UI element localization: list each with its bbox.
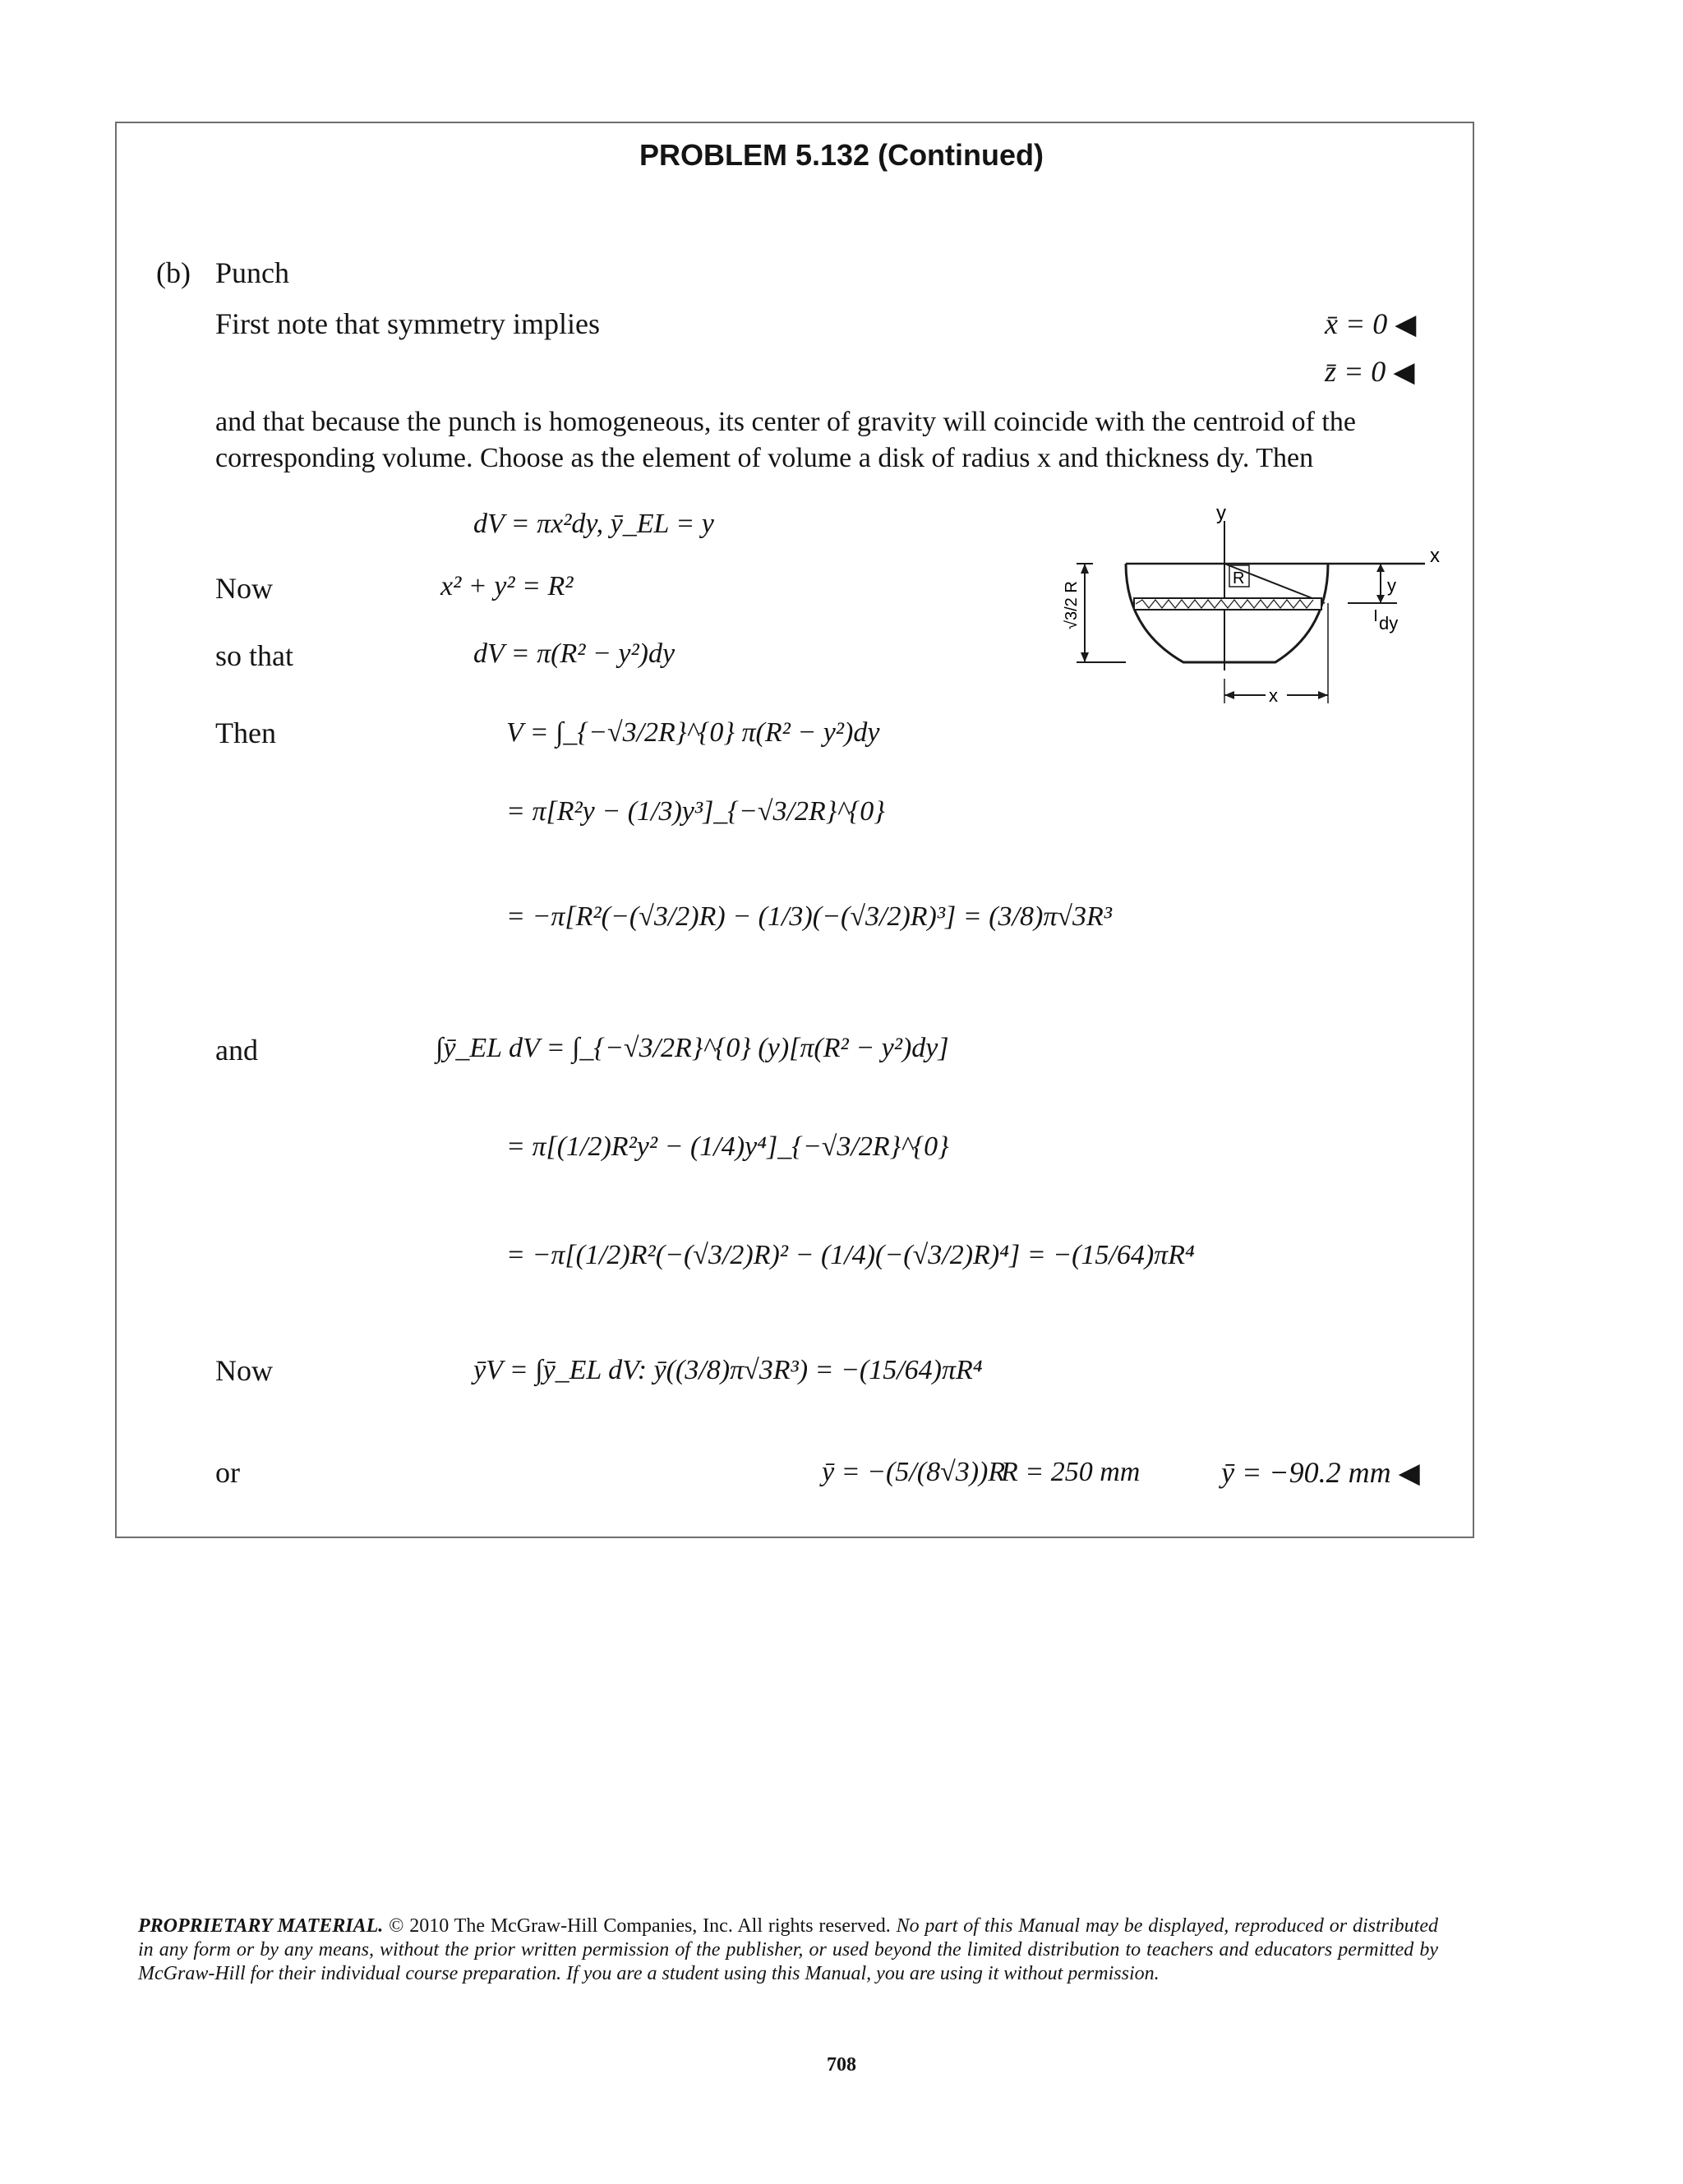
eq-v1: V = ∫_{−√3/2R}^{0} π(R² − y²)dy bbox=[506, 717, 880, 748]
eq-dv2: dV = π(R² − y²)dy bbox=[473, 638, 676, 669]
diagram-y-dim: y bbox=[1387, 575, 1396, 596]
page-number: 708 bbox=[827, 2054, 856, 2076]
label-or: or bbox=[215, 1456, 240, 1489]
footer-italic: No part of this Manual may be displayed, reproduced or distributed in any form or by any means, without the prior written permission of the publisher, or used beyond the limited distribution to teachers and educators permitted by McGraw-Hill for their individual course preparation. If you are a student using this Manual, you are using it without permission. bbox=[138, 1915, 1438, 1984]
footer-bold: PROPRIETARY MATERIAL. bbox=[138, 1915, 384, 1937]
eq-or-formula: ȳ = −(5/(8√3))R bbox=[822, 1457, 1006, 1487]
copyright-footer bbox=[138, 1914, 1438, 1986]
final-answer: ȳ = −90.2 mm ◀ bbox=[1221, 1456, 1420, 1489]
footer-normal: © 2010 The McGraw-Hill Companies, Inc. All rights reserved. bbox=[383, 1915, 897, 1937]
part-label: (b) bbox=[156, 256, 191, 289]
eq-m1: ∫ȳ_EL dV = ∫_{−√3/2R}^{0} (y)[π(R² − y²)dy] bbox=[436, 1033, 949, 1063]
label-and: and bbox=[215, 1034, 258, 1067]
eq-m2: = π[(1/2)R²y² − (1/4)y⁴]_{−√3/2R}^{0} bbox=[506, 1131, 949, 1162]
diagram-x-dim: x bbox=[1269, 685, 1278, 706]
diagram-x-label: x bbox=[1430, 545, 1440, 567]
eq-v2: = π[R²y − (1/3)y³]_{−√3/2R}^{0} bbox=[506, 796, 885, 827]
zbar-result: z̄ = 0 ◀ bbox=[1325, 355, 1415, 388]
symmetry-text: First note that symmetry implies bbox=[215, 307, 600, 340]
diagram-y-label: y bbox=[1216, 506, 1226, 524]
label-so-that: so that bbox=[215, 639, 293, 672]
label-now-1: Now bbox=[215, 572, 273, 605]
eq-or-R: R = 250 mm bbox=[1001, 1457, 1141, 1487]
eq-circle: x² + y² = R² bbox=[440, 571, 574, 601]
part-heading: Punch bbox=[215, 256, 289, 289]
diagram-R-label: R bbox=[1233, 569, 1245, 587]
punch-diagram bbox=[1060, 506, 1455, 712]
page-title: PROBLEM 5.132 (Continued) bbox=[639, 138, 1044, 172]
label-now-2: Now bbox=[215, 1354, 273, 1387]
eq-dv: dV = πx²dy, ȳ_EL = y bbox=[473, 509, 714, 539]
eq-v3: = −π[R²(−(√3/2)R) − (1/3)(−(√3/2)R)³] = (3/8)π√3R³ bbox=[506, 901, 1112, 932]
eq-m3: = −π[(1/2)R²(−(√3/2)R)² − (1/4)(−(√3/2)R)⁴] = −(15/64)πR⁴ bbox=[506, 1240, 1195, 1270]
diagram-height-label: √3/2 R bbox=[1063, 581, 1081, 629]
diagram-dy-label: dy bbox=[1379, 613, 1399, 634]
intro-paragraph: and that because the punch is homogeneous, its center of gravity will coincide with the centroid of the corresponding volume. Choose as the element of volume a disk of radius x and thickness dy. Then bbox=[215, 407, 1356, 473]
label-then: Then bbox=[215, 716, 276, 749]
xbar-result: x̄ = 0 ◀ bbox=[1325, 307, 1417, 340]
eq-now: ȳV = ∫ȳ_EL dV: ȳ((3/8)π√3R³) = −(15/64)πR⁴ bbox=[473, 1355, 983, 1385]
